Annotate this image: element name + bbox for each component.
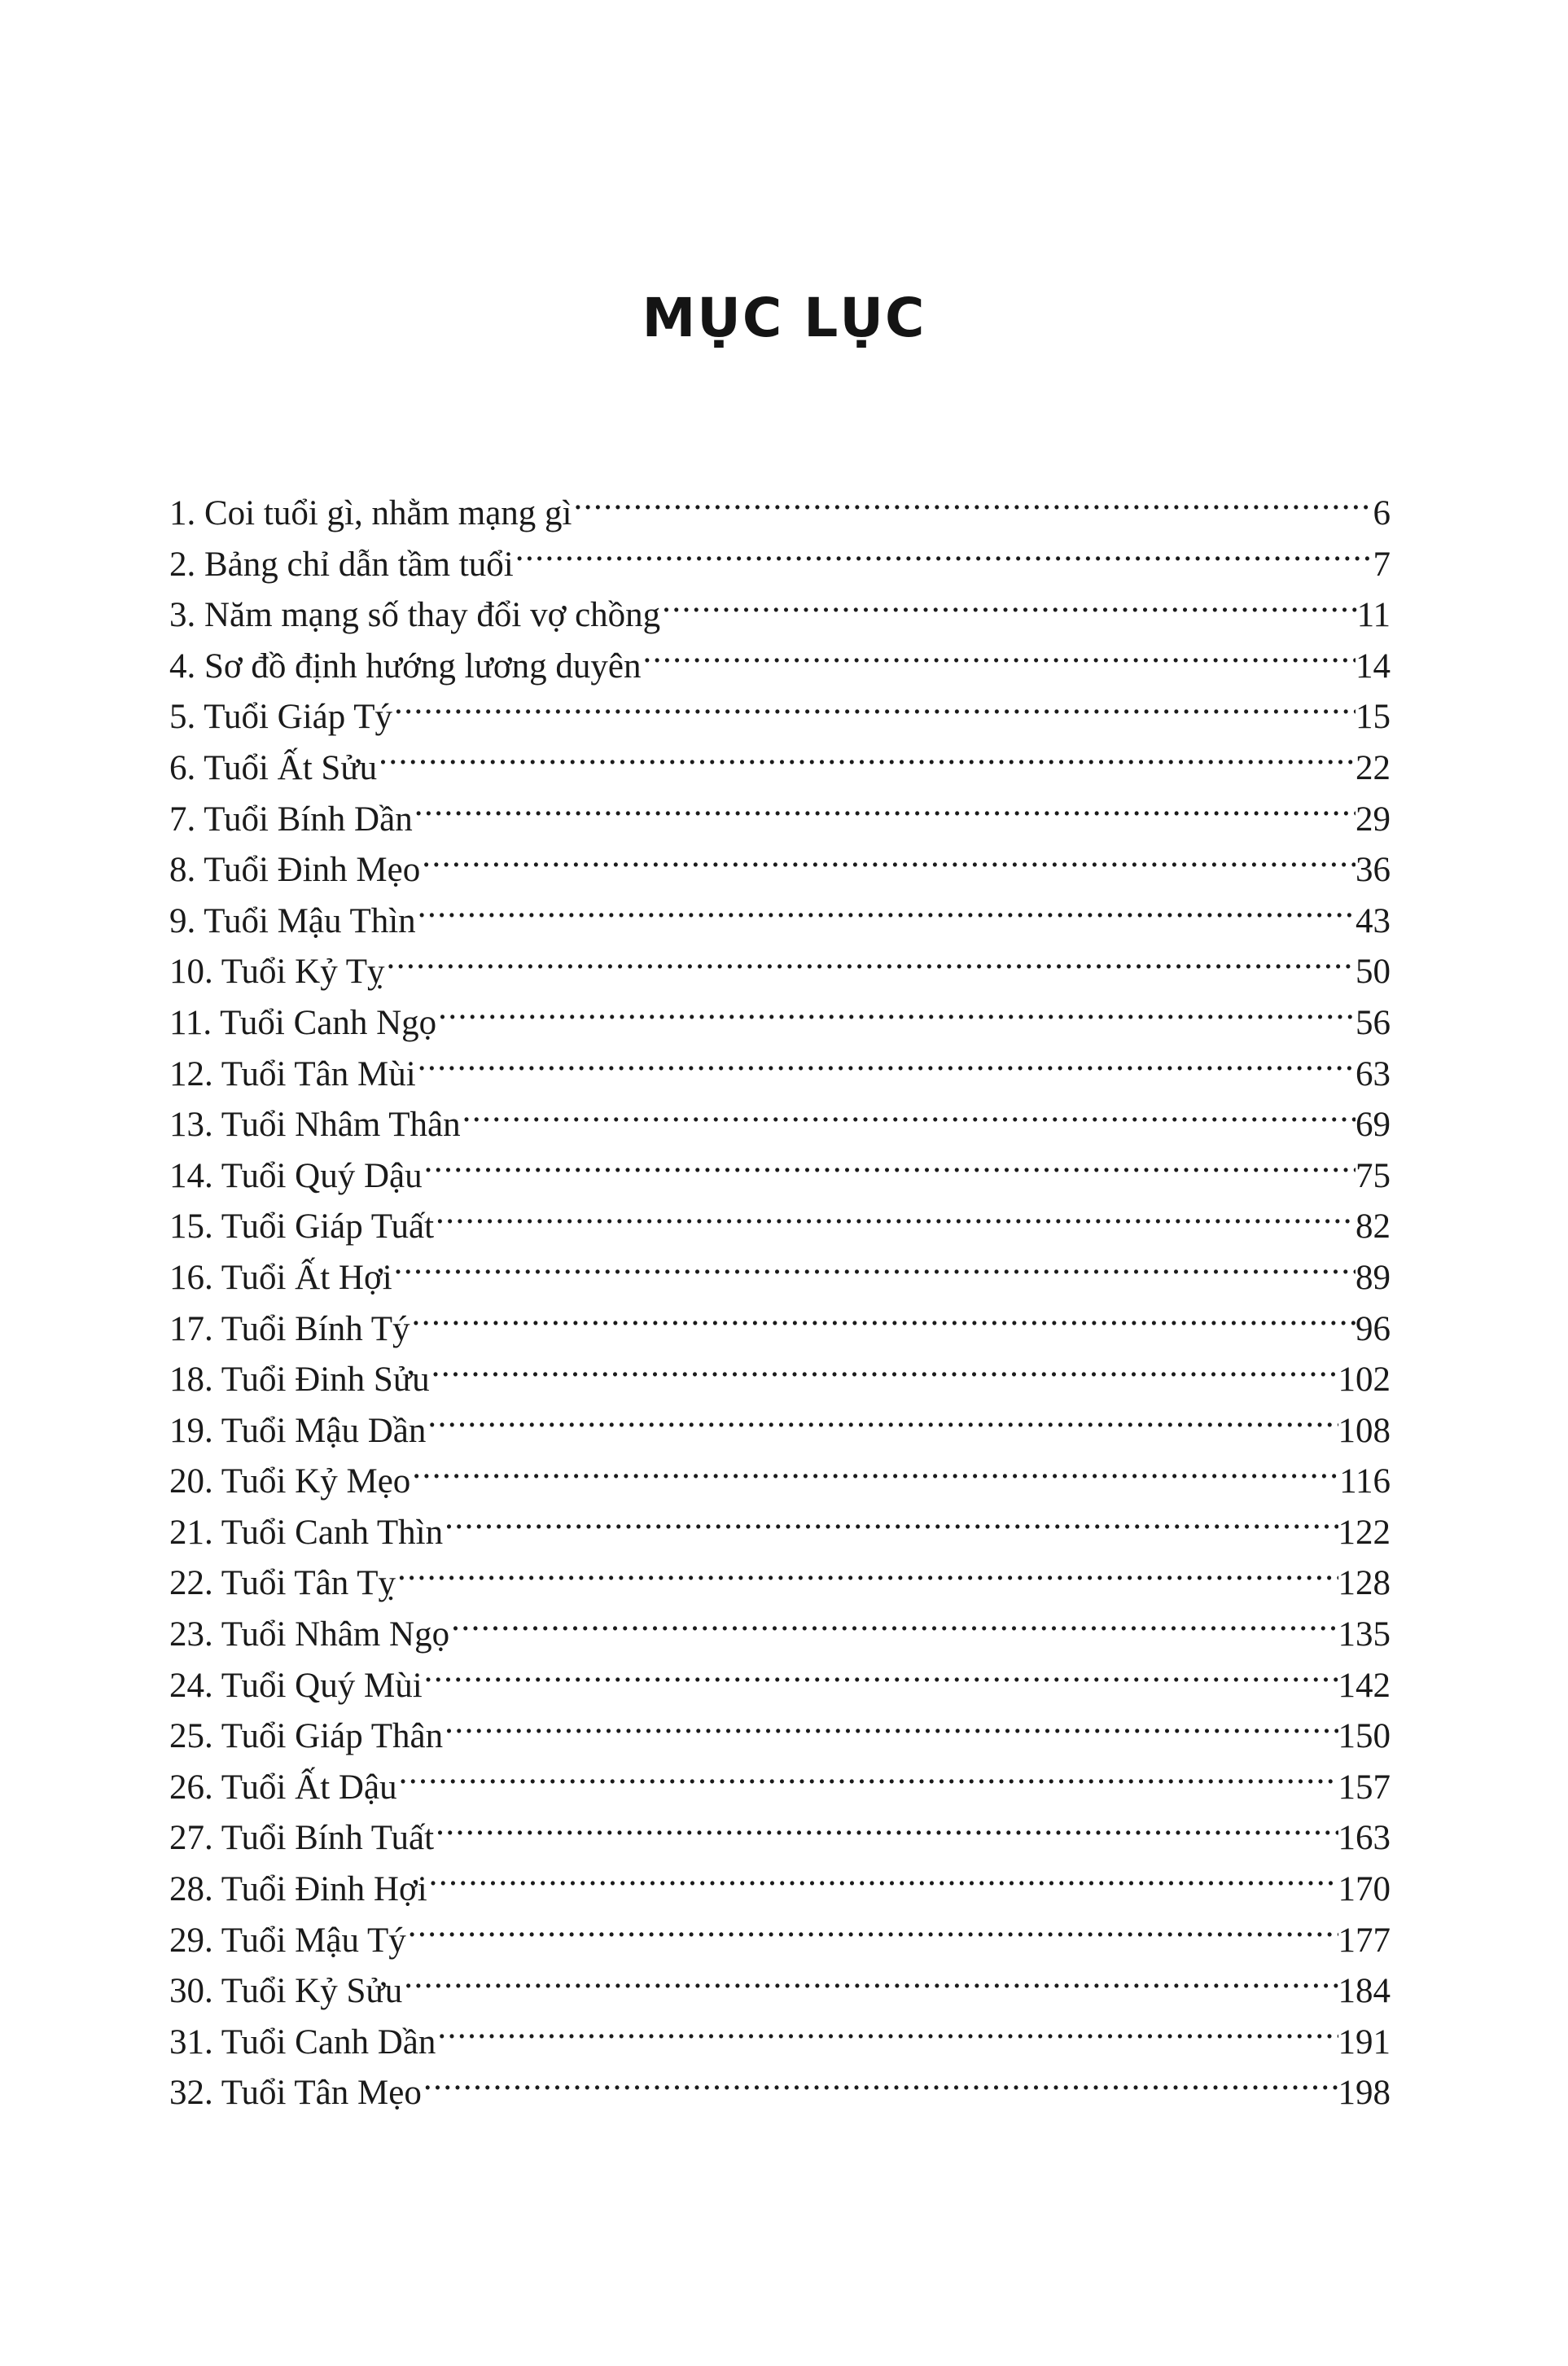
toc-entry-page-number: 177 xyxy=(1338,1921,1391,1960)
toc-entry-label: 25. Tuổi Giáp Thân xyxy=(169,1717,444,1756)
toc-entry-page-number: 198 xyxy=(1338,2074,1391,2113)
toc-entry-label: 27. Tuổi Bính Tuất xyxy=(169,1819,435,1858)
toc-entry-label: 2. Bảng chỉ dẫn tầm tuổi xyxy=(169,545,514,584)
toc-entry-label: 15. Tuổi Giáp Tuất xyxy=(169,1207,435,1247)
toc-entry-page-number: 11 xyxy=(1356,596,1391,635)
toc-entry-page-number: 163 xyxy=(1338,1819,1391,1858)
toc-entry[interactable] xyxy=(169,1916,1391,1967)
toc-leader-dots xyxy=(451,1613,1338,1645)
toc-entry[interactable] xyxy=(169,540,1391,591)
toc-leader-dots xyxy=(438,1001,1356,1034)
toc-entry-label: 20. Tuổi Kỷ Mẹo xyxy=(169,1462,411,1501)
toc-entry-label: 28. Tuổi Đinh Hợi xyxy=(169,1870,427,1909)
toc-entry-label: 16. Tuổi Ất Hợi xyxy=(169,1258,392,1297)
toc-leader-dots xyxy=(394,695,1356,728)
toc-entry-page-number: 50 xyxy=(1356,953,1391,992)
toc-entry-page-number: 184 xyxy=(1338,1972,1391,2011)
toc-leader-dots xyxy=(429,1868,1338,1900)
toc-entry-page-number: 170 xyxy=(1338,1870,1391,1909)
toc-entry-label: 29. Tuổi Mậu Tý xyxy=(169,1921,406,1960)
toc-leader-dots xyxy=(445,1715,1338,1747)
toc-entry-page-number: 75 xyxy=(1356,1156,1391,1195)
toc-entry-label: 13. Tuổi Nhâm Thân xyxy=(169,1106,461,1145)
toc-leader-dots xyxy=(515,543,1373,576)
toc-entry-label: 21. Tuổi Canh Thìn xyxy=(169,1513,444,1552)
toc-entry[interactable] xyxy=(169,1966,1391,2018)
toc-entry-label: 17. Tuổi Bính Tý xyxy=(169,1309,410,1348)
toc-entry[interactable] xyxy=(169,1304,1391,1356)
toc-leader-dots xyxy=(424,1155,1356,1187)
toc-entry[interactable] xyxy=(169,1100,1391,1151)
toc-leader-dots xyxy=(437,2021,1338,2053)
toc-entry-label: 12. Tuổi Tân Mùi xyxy=(169,1054,416,1093)
toc-leader-dots xyxy=(431,1358,1338,1391)
toc-entry-label: 22. Tuổi Tân Tỵ xyxy=(169,1564,396,1603)
toc-entry-page-number: 96 xyxy=(1356,1309,1391,1348)
toc-entry[interactable] xyxy=(169,1661,1391,1712)
toc-entry[interactable] xyxy=(169,1763,1391,1814)
toc-entry-page-number: 122 xyxy=(1338,1513,1391,1552)
toc-leader-dots xyxy=(445,1511,1338,1544)
toc-entry[interactable] xyxy=(169,1253,1391,1304)
toc-entry-page-number: 22 xyxy=(1356,748,1391,787)
toc-entry[interactable] xyxy=(169,1558,1391,1610)
toc-entry[interactable] xyxy=(169,489,1391,540)
toc-entry-page-number: 108 xyxy=(1338,1411,1391,1450)
toc-entry[interactable] xyxy=(169,896,1391,948)
toc-entry-label: 1. Coi tuổi gì, nhằm mạng gì xyxy=(169,494,572,532)
toc-entry-page-number: 89 xyxy=(1356,1258,1391,1297)
toc-leader-dots xyxy=(412,1308,1356,1340)
toc-entry[interactable] xyxy=(169,1457,1391,1508)
toc-leader-dots xyxy=(436,1205,1356,1238)
toc-entry[interactable] xyxy=(169,795,1391,846)
toc-leader-dots xyxy=(386,950,1356,983)
toc-leader-dots xyxy=(462,1103,1356,1136)
toc-entry-label: 30. Tuổi Kỷ Sửu xyxy=(169,1972,403,2011)
toc-leader-dots xyxy=(394,1256,1356,1289)
toc-entry-page-number: 102 xyxy=(1338,1360,1391,1400)
toc-entry-page-number: 82 xyxy=(1356,1207,1391,1247)
toc-entry-page-number: 191 xyxy=(1338,2022,1391,2061)
toc-entry-page-number: 36 xyxy=(1356,851,1391,890)
toc-entry-page-number: 135 xyxy=(1338,1615,1391,1654)
toc-entry-label: 26. Tuổi Ất Dậu xyxy=(169,1768,397,1807)
toc-entry[interactable] xyxy=(169,1711,1391,1763)
toc-entry-label: 31. Tuổi Canh Dần xyxy=(169,2022,436,2061)
toc-entry[interactable] xyxy=(169,692,1391,743)
toc-entry-page-number: 150 xyxy=(1338,1717,1391,1756)
toc-entry-page-number: 29 xyxy=(1356,800,1391,839)
page-title: MỤC LỤC xyxy=(642,287,926,349)
toc-leader-dots xyxy=(412,1460,1339,1492)
toc-entry[interactable] xyxy=(169,1049,1391,1101)
toc-entry-page-number: 69 xyxy=(1356,1106,1391,1145)
toc-entry-label: 18. Tuổi Đinh Sửu xyxy=(169,1360,430,1400)
toc-entry-page-number: 14 xyxy=(1356,646,1391,686)
toc-entry[interactable] xyxy=(169,947,1391,998)
toc-entry[interactable] xyxy=(169,642,1391,693)
toc-leader-dots xyxy=(404,1969,1338,2002)
toc-entry[interactable] xyxy=(169,743,1391,795)
toc-leader-dots xyxy=(408,1919,1338,1952)
toc-entry[interactable] xyxy=(169,2018,1391,2069)
toc-entry-label: 8. Tuổi Đinh Mẹo xyxy=(169,851,421,890)
table-of-contents xyxy=(169,489,1391,2119)
toc-entry[interactable] xyxy=(169,1355,1391,1406)
toc-leader-dots xyxy=(414,798,1356,830)
toc-entry[interactable] xyxy=(169,1151,1391,1203)
toc-leader-dots xyxy=(662,594,1356,626)
toc-entry-label: 11. Tuổi Canh Ngọ xyxy=(169,1003,437,1042)
toc-entry-page-number: 15 xyxy=(1356,698,1391,737)
toc-entry-page-number: 7 xyxy=(1373,545,1391,584)
toc-entry-page-number: 6 xyxy=(1373,494,1391,532)
toc-entry-label: 9. Tuổi Mậu Thìn xyxy=(169,901,416,940)
toc-entry-page-number: 116 xyxy=(1339,1462,1391,1501)
toc-entry[interactable] xyxy=(169,998,1391,1049)
toc-entry[interactable] xyxy=(169,1406,1391,1457)
toc-leader-dots xyxy=(423,2071,1338,2104)
toc-entry-page-number: 128 xyxy=(1338,1564,1391,1603)
toc-leader-dots xyxy=(418,1053,1356,1085)
toc-entry-page-number: 63 xyxy=(1356,1054,1391,1093)
toc-leader-dots xyxy=(427,1409,1338,1442)
toc-leader-dots xyxy=(399,1766,1338,1799)
toc-entry[interactable] xyxy=(169,1610,1391,1661)
toc-leader-dots xyxy=(436,1816,1338,1849)
toc-entry[interactable] xyxy=(169,590,1391,642)
toc-entry-label: 7. Tuổi Bính Dần xyxy=(169,800,413,839)
toc-entry-label: 19. Tuổi Mậu Dần xyxy=(169,1411,427,1450)
toc-entry-page-number: 142 xyxy=(1338,1666,1391,1705)
toc-leader-dots xyxy=(573,492,1373,524)
toc-entry-label: 5. Tuổi Giáp Tý xyxy=(169,698,392,737)
toc-leader-dots xyxy=(424,1664,1338,1697)
toc-entry[interactable] xyxy=(169,1202,1391,1253)
toc-entry[interactable] xyxy=(169,1813,1391,1864)
toc-entry-label: 3. Năm mạng số thay đổi vợ chồng xyxy=(169,596,661,635)
toc-entry-page-number: 56 xyxy=(1356,1003,1391,1042)
toc-entry[interactable] xyxy=(169,1508,1391,1559)
toc-entry-label: 4. Sơ đồ định hướng lương duyên xyxy=(169,646,642,686)
toc-leader-dots xyxy=(379,747,1356,779)
toc-entry-page-number: 157 xyxy=(1338,1768,1391,1807)
toc-entry-label: 6. Tuổi Ất Sửu xyxy=(169,748,378,787)
toc-leader-dots xyxy=(642,645,1356,677)
toc-leader-dots xyxy=(422,848,1356,881)
toc-entry[interactable] xyxy=(169,845,1391,896)
toc-entry-page-number: 43 xyxy=(1356,901,1391,940)
toc-entry-label: 14. Tuổi Quý Dậu xyxy=(169,1156,423,1195)
toc-entry-label: 24. Tuổi Quý Mùi xyxy=(169,1666,423,1705)
toc-entry-label: 10. Tuổi Kỷ Tỵ xyxy=(169,953,385,992)
toc-leader-dots xyxy=(418,900,1356,932)
toc-leader-dots xyxy=(397,1562,1338,1594)
toc-entry-label: 23. Tuổi Nhâm Ngọ xyxy=(169,1615,450,1654)
toc-entry-label: 32. Tuổi Tân Mẹo xyxy=(169,2074,422,2113)
toc-entry[interactable] xyxy=(169,2068,1391,2119)
toc-entry[interactable] xyxy=(169,1864,1391,1916)
